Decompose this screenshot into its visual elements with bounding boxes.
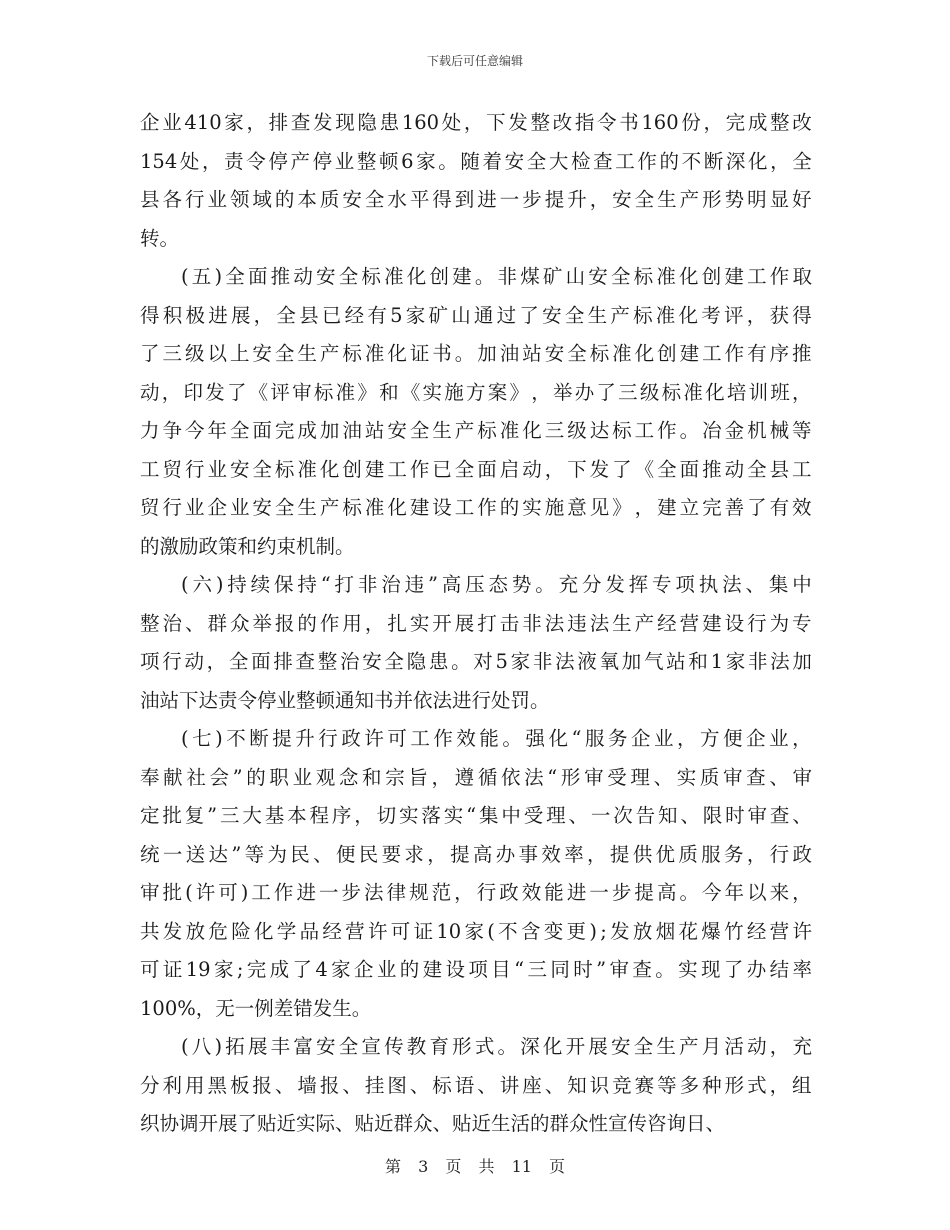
paragraph-2-line: 力 争 今 年 全 面 完 成 加 油 站 安 全 生 产 标 准 化 三 级 达 标 工 作 。 冶 金 机 械 等: [140, 419, 812, 442]
paragraph-4-line: 定 批 复 ” 三 大 基 本 程 序 ， 切 实 落 实 “ 集 中 受 理 、 一 次 告 知 、 限 时 审 查 、: [140, 804, 812, 827]
paragraph-4-line: 统 一 送 达 ” 等 为 民 、 便 民 要 求 ， 提 高 办 事 效 率 ， 提 供 优 质 服 务 ， 行 政: [140, 842, 812, 866]
paragraph-5-line: 织协调开展了贴近实际、贴近群众、贴近生活的群众性宣传咨询日、: [140, 1112, 726, 1135]
footer-suffix: 页: [549, 1157, 566, 1176]
paragraph-4-line: 可 证 19 家 ; 完 成 了 4 家 企 业 的 建 设 项 目 “ 三 同 时 ” 审 查 。 实 现 了 办 结 率: [140, 958, 812, 981]
paragraph-1-line: 转。: [140, 226, 180, 250]
paragraph-4-line: 奉 献 社 会 ” 的 职 业 观 念 和 宗 旨 ， 遵 循 依 法 “ 形 审 受 理 、 实 质 审 查 、 审: [140, 765, 812, 789]
paragraph-1-line: 154 处 ， 责 令 停 产 停 业 整 顿 6 家 。 随 着 安 全 大 检 查 工 作 的 不 断 深 化 ， 全: [140, 149, 812, 173]
paragraph-1-line: 县 各 行 业 领 域 的 本 质 安 全 水 平 得 到 进 一 步 提 升 ， 安 全 生 产 形 势 明 显 好: [140, 188, 812, 211]
paragraph-4-line: 审 批 ( 许 可 ) 工 作 进 一 步 法 律 规 范 ， 行 政 效 能 进 一 步 提 高 。 今 年 以 来 ，: [140, 881, 812, 904]
paragraph-3-line: 项 行 动 ， 全 面 排 查 整 治 安 全 隐 患 。 对 5 家 非 法 液 氧 加 气 站 和 1 家 非 法 加: [140, 650, 812, 673]
paragraph-2-line: ( 五 ) 全 面 推 动 安 全 标 准 化 创 建 。 非 煤 矿 山 安 全 标 准 化 创 建 工 作 取: [181, 265, 812, 288]
paragraph-1-line: 企 业 410 家 ， 排 查 发 现 隐 患 160 处 ， 下 发 整 改 指 令 书 160 份 ， 完 成 整 改: [140, 111, 812, 134]
page-total: 11: [511, 1157, 532, 1176]
paragraph-5-line: ( 八 ) 拓 展 丰 富 安 全 宣 传 教 育 形 式 。 深 化 开 展 安 全 生 产 月 活 动 ， 充: [181, 1035, 812, 1058]
footer-page-word: 页: [445, 1157, 462, 1176]
paragraph-2-line: 贸 行 业 企 业 安 全 生 产 标 准 化 建 设 工 作 的 实 施 意 见 》 ， 建 立 完 善 了 有 效: [140, 496, 812, 519]
paragraph-3-line: 整 治 、 群 众 举 报 的 作 用 ， 扎 实 开 展 打 击 非 法 违 法 生 产 经 营 建 设 行 为 专: [140, 611, 812, 635]
paragraph-2-line: 动 ， 印 发 了 《 评 审 标 准 》 和 《 实 施 方 案 》 ， 举 办 了 三 级 标 准 化 培 训 班 ，: [140, 380, 812, 404]
paragraph-2-line: 工 贸 行 业 安 全 标 准 化 创 建 工 作 已 全 面 启 动 ， 下 发 了 《 全 面 推 动 全 县 工: [140, 457, 812, 481]
paragraph-4-line: 100%，无一例差错发生。: [140, 996, 372, 1020]
footer-total-prefix: 共: [478, 1157, 495, 1176]
paragraph-4-line: ( 七 ) 不 断 提 升 行 政 许 可 工 作 效 能 。 强 化 “ 服 务 企 业 ， 方 便 企 业 ，: [181, 727, 812, 750]
paragraph-3-line: 油站下达责令停业整顿通知书并依法进行处罚。: [140, 688, 550, 712]
paragraph-2-line: 得 积 极 进 展 ， 全 县 已 经 有 5 家 矿 山 通 过 了 安 全 生 产 标 准 化 考 评 ， 获 得: [140, 303, 812, 327]
paragraph-3-line: ( 六 ) 持 续 保 持 “ 打 非 治 违 ” 高 压 态 势 。 充 分 发 挥 专 项 执 法 、 集 中: [181, 573, 812, 596]
document-body: [140, 104, 812, 1144]
paragraph-4-line: 共 发 放 危 险 化 学 品 经 营 许 可 证 10 家 ( 不 含 变 更 ) ; 发 放 烟 花 爆 竹 经 营 许: [140, 919, 812, 943]
paragraph-5-line: 分 利 用 黑 板 报 、 墙 报 、 挂 图 、 标 语 、 讲 座 、 知 识 竞 赛 等 多 种 形 式 ， 组: [140, 1073, 812, 1097]
page-footer: [0, 1154, 950, 1177]
paragraph-2-line: 了 三 级 以 上 安 全 生 产 标 准 化 证 书 。 加 油 站 安 全 标 准 化 创 建 工 作 有 序 推: [140, 342, 812, 365]
paragraph-2-line: 的激励政策和约束机制。: [140, 534, 355, 558]
page-header: 下载后可任意编辑: [426, 54, 523, 68]
footer-prefix: 第: [384, 1157, 401, 1176]
page-number: 3: [418, 1157, 429, 1176]
